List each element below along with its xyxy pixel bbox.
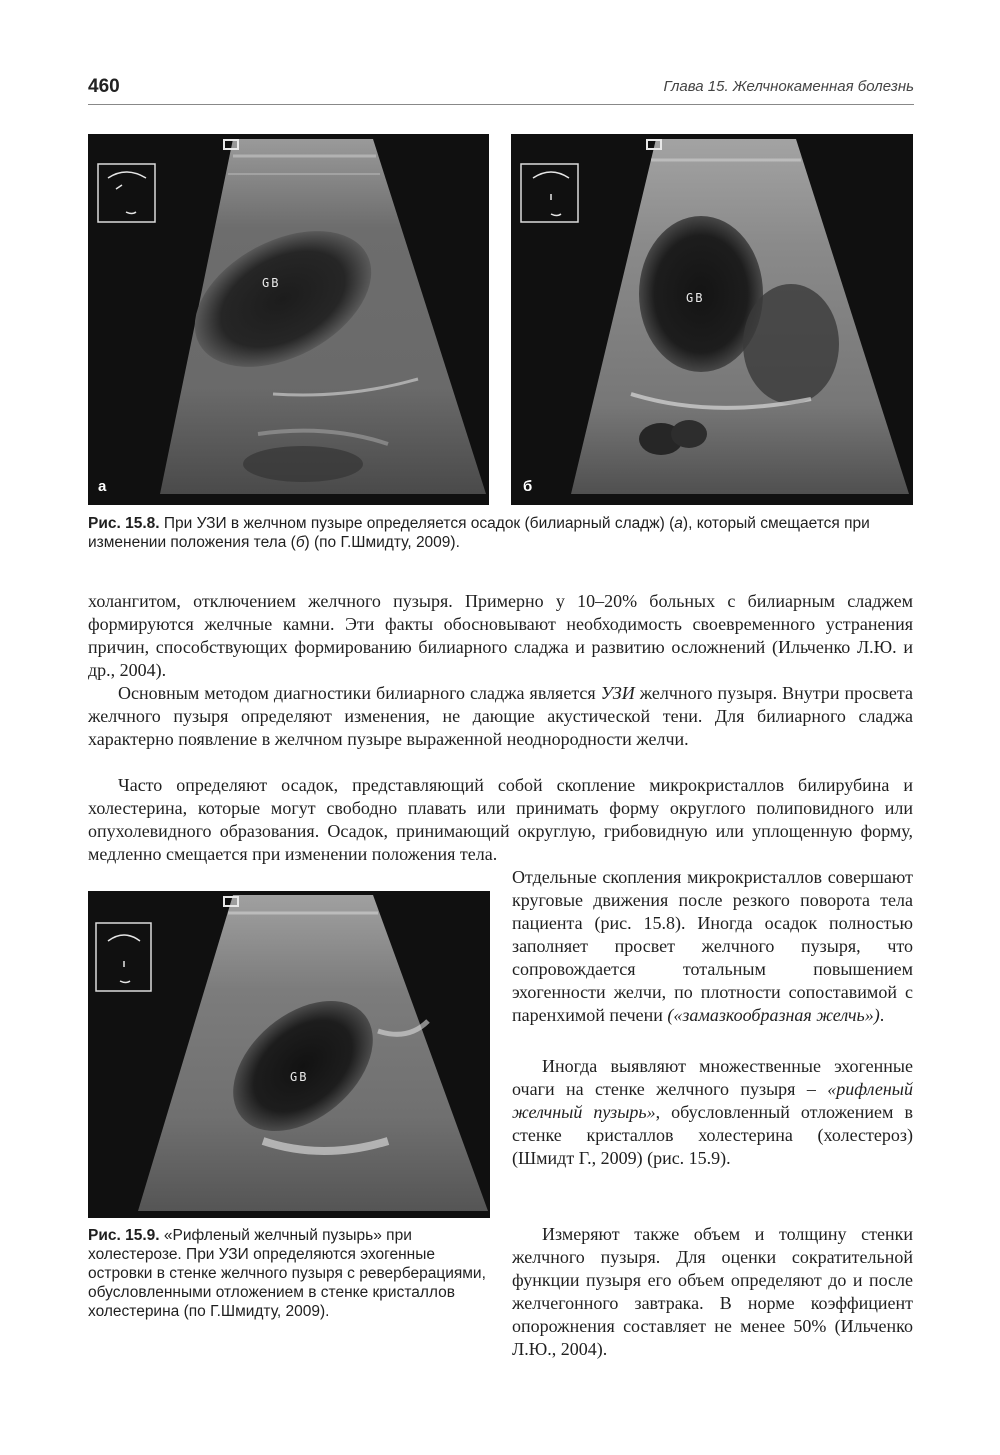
gallbladder-label: GB bbox=[686, 291, 705, 305]
figure-15-8-caption bbox=[88, 514, 918, 552]
image-b-letter: б bbox=[523, 478, 533, 495]
paragraph-5 bbox=[512, 1055, 913, 1170]
chapter-title: Глава 15. Желчнокаменная болезнь bbox=[663, 78, 914, 95]
paragraph-3: Часто определяют осадок, представляющий собой скопление микрокристаллов билирубина и холестерина, которые могут свободно плавать или принимать форму округлого полиповидного или опухолевидного образования. Осадок, принимающий округлую, грибовидную или уплощенную форму, медленно смещается при изменении положения тела. bbox=[88, 775, 913, 864]
paragraph-2 bbox=[88, 682, 913, 751]
paragraph-text: , обусловленный отложением в стенке кристаллов холестерина (холестероз) (Шмидт Г., 2009) (рис. 15.9). bbox=[512, 1102, 913, 1168]
paragraph-text: Иногда выявляют множественные эхогенные очаги на стенке желчного пузыря – bbox=[512, 1056, 913, 1099]
caption-ref-a: а bbox=[674, 515, 683, 532]
image-a-letter: а bbox=[98, 478, 107, 495]
ultrasound-image-a bbox=[88, 134, 489, 505]
caption-text: «Рифленый желчный пузырь» при холестерозе. При УЗИ определяются эхогенные островки в стенке желчного пузыря с реверберациями, обусловленными отложением в стенке кристаллов холестерина (по Г.Шмидту, 2009). bbox=[88, 1227, 486, 1320]
paragraph-emphasis: УЗИ bbox=[600, 683, 635, 703]
ultrasound-image-b bbox=[511, 134, 913, 505]
gallbladder-label: GB bbox=[290, 1070, 309, 1084]
page-number: 460 bbox=[88, 76, 120, 97]
caption-text: ), который смещается при изменении положения тела ( bbox=[88, 515, 870, 551]
figure-15-9-caption bbox=[88, 1226, 493, 1321]
paragraph-emphasis: («замазкообразная желчь») bbox=[667, 1005, 880, 1025]
header-divider bbox=[88, 104, 914, 105]
paragraph-text: Отдельные скопления микрокристаллов совершают круговые движения после резкого поворота тела пациента (рис. 15.8). Иногда осадок полностью заполняет просвет желчного пузыря, что сопровождается тотальным повышением эхогенности желчи, по плотности сопоставимой с паренхимой печени bbox=[512, 867, 913, 1025]
paragraph-4 bbox=[512, 866, 913, 1027]
caption-text: ) (по Г.Шмидту, 2009). bbox=[304, 534, 460, 551]
figure-15-8-label: Рис. 15.8. bbox=[88, 515, 160, 532]
caption-text: При УЗИ в желчном пузыре определяется осадок (билиарный сладж) ( bbox=[159, 515, 675, 532]
figure-15-9-label: Рис. 15.9. bbox=[88, 1227, 160, 1244]
paragraph-6: Измеряют также объем и толщину стенки желчного пузыря. Для оценки сократительной функции пузыря его объем определяют до и после желчегонного завтрака. В норме коэффициент опорожнения составляет не менее 50% (Ильченко Л.Ю., 2004). bbox=[512, 1224, 913, 1359]
paragraph-text: . bbox=[879, 1005, 885, 1025]
paragraph-text: Основным методом диагностики билиарного сладжа является bbox=[118, 683, 601, 703]
paragraph-text: желчного пузыря. Внутри просвета желчного пузыря определяют изменения, не дающие акустической тени. Для билиарного сладжа характерно появление в желчном пузыре выраженной неоднородности желчи. bbox=[88, 683, 913, 749]
paragraph-emphasis: «рифленый желчный пузырь» bbox=[512, 1079, 913, 1122]
ultrasound-image-15-9 bbox=[88, 891, 490, 1218]
gallbladder-label: GB bbox=[262, 276, 281, 290]
paragraph-1: холангитом, отключением желчного пузыря. Примерно у 10–20% больных с билиарным сладжем формируются желчные камни. Эти факты обосновывают необходимость своевременного устранения причин, способствующих формированию билиарного сладжа и развитию осложнений (Ильченко Л.Ю. и др., 2004). bbox=[88, 591, 913, 680]
caption-ref-b: б bbox=[295, 534, 305, 551]
